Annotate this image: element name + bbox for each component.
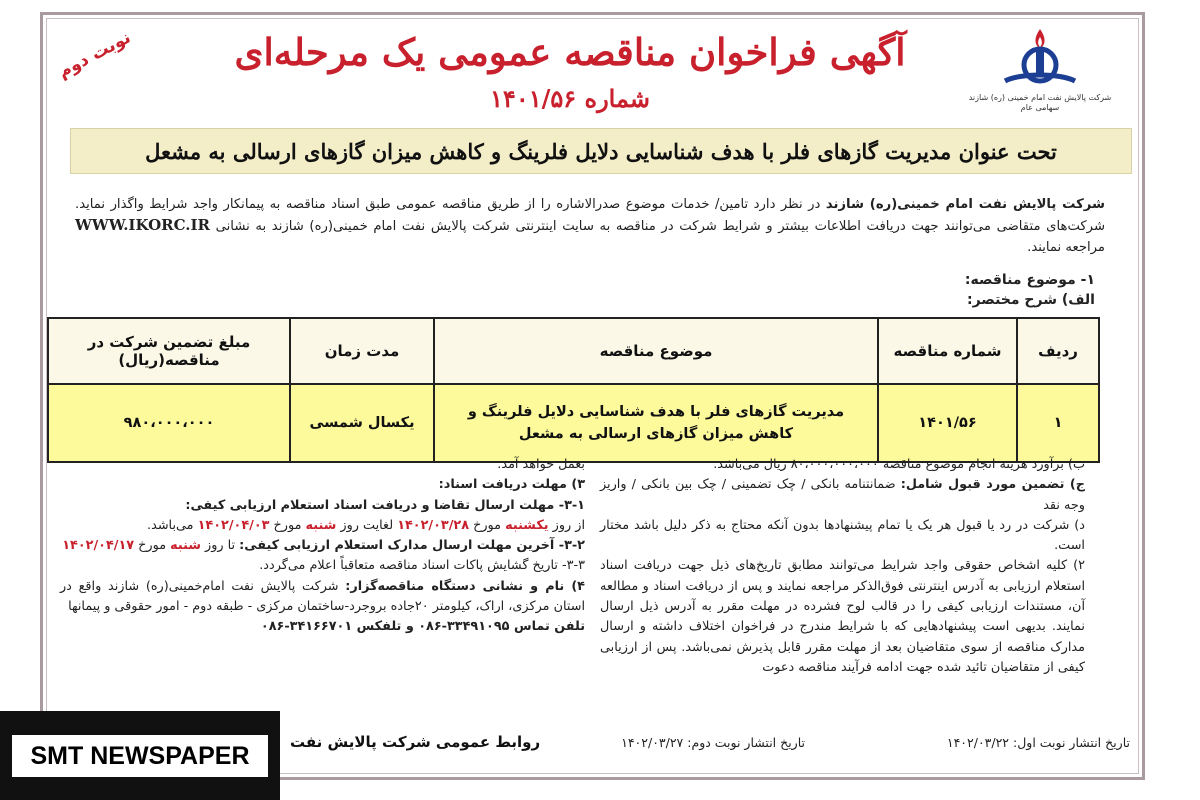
company-name: شرکت پالایش نفت امام خمینی(ره) شازند (825, 197, 1105, 212)
col-header-row-number: ردیف (1017, 318, 1099, 384)
text-fragment: لغایت روز (340, 517, 394, 533)
text-fragment: مورخ (273, 517, 302, 533)
col-header-tender-number: شماره مناقصه (878, 318, 1017, 384)
right-column (600, 455, 1085, 678)
col-header-duration: مدت زمان (290, 318, 434, 384)
ad-title: آگهی فراخوان مناقصه عمومی یک مرحله‌ای (234, 30, 906, 74)
section-3-1-dates (60, 516, 585, 536)
intro-text: در نظر دارد تامین/ خدمات موضوع صدرالاشاره را از طریق مناقصه عمومی طبق اسناد مناقصه به پیمانکار واجد شرایط واگذار نماید. شرکت‌های متقاضی می‌توانند جهت دریافت اطلاعات بیشتر و شرایط شرکت در مناقصه به سایت اینترنتی شرکت پالایش نفت امام خمینی(ره) شازند به نشانی (75, 197, 1105, 234)
logo-caption: شرکت پالایش نفت امام خمینی (ره) شازند سهامی عام (968, 93, 1112, 112)
second-publish-date: تاریخ انتشار نوبت دوم: ۱۴۰۲/۰۳/۲۷ (621, 735, 805, 750)
tender-table (47, 317, 1100, 463)
text-fragment: می‌باشد. (147, 517, 194, 533)
subject-banner (70, 128, 1132, 174)
section-3-2 (60, 536, 585, 556)
section-3-1-heading: ۳-۱- مهلت ارسال تقاضا و دریافت اسناد استعلام ارزیابی کیفی: (185, 497, 585, 513)
subject-text: تحت عنوان مدیریت گازهای فلر با هدف شناسایی دلایل فلرینگ و کاهش میزان گازهای ارسالی به مشعل (145, 138, 1057, 164)
text-fragment: تا روز (205, 538, 236, 554)
section-1a-heading: الف) شرح مختصر: (966, 292, 1095, 308)
table-row (48, 384, 1099, 462)
guarantee-types (600, 475, 1085, 516)
rejection-clause: د) شرکت در رد یا قبول هر یک یا تمام پیشنهادها بدون آنکه محتاج به ذکر دلیل باشد مختار است. (600, 517, 1085, 554)
brand-box (12, 735, 268, 777)
public-relations-footer: روابط عمومی شرکت پالایش نفت (290, 733, 541, 751)
deadline-day: شنبه (170, 538, 201, 554)
text-fragment: مورخ (473, 517, 502, 533)
first-publish-date: تاریخ انتشار نوبت اول: ۱۴۰۲/۰۳/۲۲ (946, 735, 1130, 750)
second-round-stamp: نوبت دوم (54, 27, 135, 83)
refinery-logo-icon (995, 25, 1085, 87)
cell-duration: یکسال شمسی (290, 384, 434, 462)
section-1-heading: ۱- موضوع مناقصه: (964, 272, 1095, 288)
guarantee-title: ج) تضمین مورد قبول شامل: (900, 477, 1085, 493)
text-fragment: مورخ (138, 538, 167, 554)
section-4 (60, 577, 585, 618)
cell-subject: مدیریت گازهای فلر با هدف شناسایی دلایل فلرینگ و کاهش میزان گازهای ارسالی به مشعل (434, 384, 878, 462)
intro-paragraph (75, 194, 1105, 258)
start-day: یکشنبه (505, 517, 549, 533)
section-3-3: ۳-۳- تاریخ گشایش پاکات اسناد مناقصه متعاقباً اعلام می‌گردد. (259, 558, 585, 574)
section-4-heading: ۴) نام و نشانی دستگاه مناقصه‌گزار: (345, 578, 585, 594)
contact-phone: تلفن تماس ۳۳۴۹۱۰۹۵-۰۸۶ و تلفکس ۳۴۱۶۶۷۰۱-۰۸۶ (260, 619, 585, 635)
brand-name: SMT NEWSPAPER (30, 741, 250, 770)
address-text: شرکت پالایش نفت امام‌خمینی(ره) شازند واقع در استان مرکزی، اراک، کیلومتر ۲۰جاده بروجرد-ساختمان مرکزی - طبقه دوم - امور حقوقی و پیمانها (60, 578, 585, 615)
cell-row-number: ۱ (1017, 384, 1099, 462)
start-date: ۱۴۰۲/۰۳/۲۸ (397, 517, 470, 533)
intro-text-end: مراجعه نمایند. (1027, 240, 1105, 255)
cell-guarantee: ۹۸۰،۰۰۰،۰۰۰ (48, 384, 290, 462)
tender-number-heading: شماره ۱۴۰۱/۵۶ (490, 84, 650, 113)
cell-tender-number: ۱۴۰۱/۵۶ (878, 384, 1017, 462)
col-header-subject: موضوع مناقصه (434, 318, 878, 384)
end-day: شنبه (305, 517, 337, 533)
text-fragment: از روز (552, 517, 585, 533)
col-header-guarantee: مبلغ تضمین شرکت در مناقصه(ریال) (48, 318, 290, 384)
end-date: ۱۴۰۲/۰۴/۰۳ (197, 517, 270, 533)
refinery-logo (960, 25, 1120, 120)
website-link[interactable]: WWW.IKORC.IR (75, 216, 210, 234)
guarantee-text: ضمانتنامه بانکی / چک تضمینی / چک بین بانکی / واریز وجه نقد (600, 477, 1085, 513)
cost-estimate: ب) برآورد هزینه انجام موضوع مناقصه ۸۰،۰۰۰،۰۰۰،۰۰۰ ریال می‌باشد. (713, 457, 1085, 472)
section-2-text: ۲) کلیه اشخاص حقوقی واجد شرایط می‌توانند مطابق تاریخ‌های ذیل جهت دریافت اسناد استعلام ارزیابی به آدرس اینترنتی فوق‌الذکر مراجعه نمایند و پس از دریافت اسناد و مطالعه آن، مستندات ارزیابی کیفی را در قالب لوح فشرده در مهلت مقرر به آدرس ذیل ارسال نمایند. بدیهی است پیشنهادهایی که با شرایط مندرج در فراخوان اختلاف داشته و ارسال مدارک مناقصه از سوی متقاضیان بعد از مهلت مقرر قابل پذیرش نمی‌باشد. پس از ارزیابی کیفی از متقاضیان تائید شده جهت ادامه فرآیند مناقصه دعوت (600, 558, 1085, 675)
left-column (60, 455, 585, 638)
continued-text: بعمل خواهد آمد. (497, 457, 585, 472)
deadline-date: ۱۴۰۲/۰۴/۱۷ (62, 538, 135, 554)
section-3-2-heading: ۳-۲- آخرین مهلت ارسال مدارک استعلام ارزیابی کیفی: (239, 538, 585, 554)
table-header-row (48, 318, 1099, 384)
section-3-heading: ۳) مهلت دریافت اسناد: (438, 477, 585, 493)
